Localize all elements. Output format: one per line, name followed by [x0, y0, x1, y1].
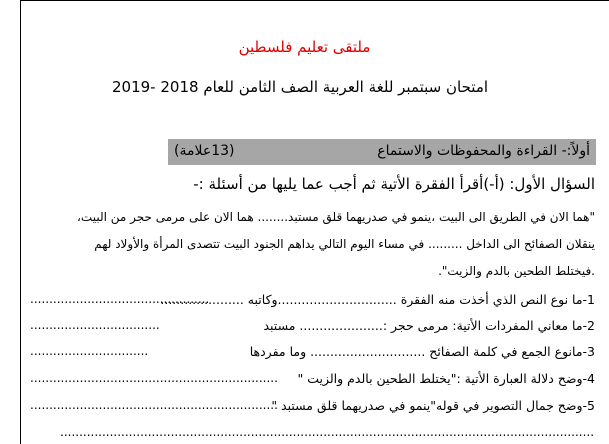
- answer-dots-6: ............................................................................................................................................: [60, 425, 595, 439]
- question-item-3: 3-مانوع الجمع في كلمة الصفائح ............................. وما مفردها: [249, 344, 595, 359]
- answer-dots-2: ..................................: [30, 318, 160, 332]
- site-title: ملتقى تعليم فلسطين: [238, 38, 371, 56]
- answer-dots-5: .................................................................: [30, 398, 278, 412]
- paragraph-line-3: .فيختلط الطحين بالدم والزيت".: [438, 264, 595, 278]
- question-item-2: 2-ما معاني المفردات الأتية: مرمى حجر :..................... مستبد: [263, 318, 595, 333]
- question-item-1: 1-ما نوع النص الذي أخذت منه الفقرة ..............................وكاتبه .....................: [160, 292, 595, 307]
- answer-dots-1: ...............................................: [30, 292, 210, 306]
- exam-title: امتحان سبتمبر للغة العربية الصف الثامن للعام 2018 -2019: [111, 78, 489, 96]
- question-title: السؤال الأول: (أ-)أقرأ الفقرة الأتية ثم أجب عما يليها من أسئلة :-: [193, 175, 595, 193]
- answer-dots-3: ...............................: [30, 344, 149, 358]
- paragraph-line-1: "هما الان في الطريق الى البيت ،ينمو في صدريهما قلق مستبد........ هما الان على مرمى حجر من البيت،: [77, 210, 595, 224]
- section-marks: (13علامة): [174, 143, 235, 159]
- section-header: [168, 139, 596, 165]
- question-item-4: 4-وضح دلالة العبارة الأتية :"يختلط الطحين بالدم والزيت ": [297, 371, 595, 386]
- paragraph-line-2: ينقلان الصفائح الى الداخل ......... في مساء اليوم التالي يداهم الجنود البيت تتصدى المرأة والأولاد لهم: [94, 237, 595, 251]
- section-title: أولاً:- القراءة والمحفوظات والاستماع: [377, 143, 590, 159]
- answer-dots-4: .................................................................: [30, 371, 278, 385]
- question-item-5: 5-وضح جمال التصوير في قوله"ينمو في صدريهما قلق مستبد ": [271, 398, 595, 413]
